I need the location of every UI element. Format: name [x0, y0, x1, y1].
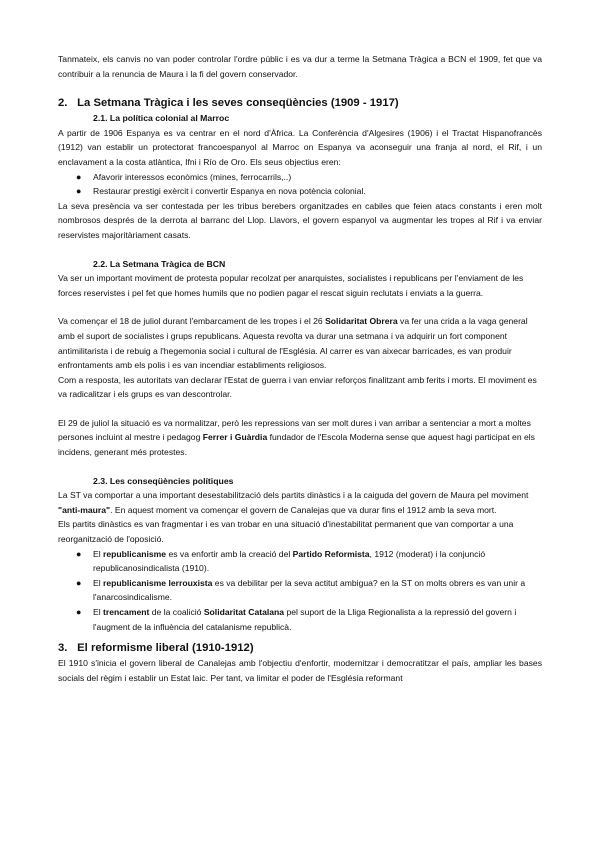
list-item: ● El republicanisme es va enfortir amb la creació del Partido Reformista, 1912 (moderat) i la conjunció republicanosindicalista (1910). [76, 548, 486, 574]
section-2-title: La Setmana Tràgica i les seves conseqüències (1909 - 1917) [77, 97, 399, 110]
section-3-title: El reformisme liberal (1910-1912) [77, 642, 254, 655]
intro-paragraph: Tanmateix, els canvis no van poder controlar l'ordre públic i es va dur a terme la Setmana Tràgica a BCN el 1909, fet que va contribuir a la renuncia de Maura i la fi del govern conservador. [58, 54, 542, 79]
subsection-2-2-heading: 2.2. La Setmana Tràgica de BCN [93, 258, 226, 269]
subsection-2-1-paragraph-2: La seva presència va ser contestada per les tribus berebers organitzades en cabiles que feien atacs constants i eren molt nombrosos després de la derrota al barranc del Llop. Llavors, el govern espanyol va augmentar les tropes al Rif i va enviar reservistes majoritàriament casats. [58, 200, 542, 240]
subsection-2-2-paragraph-2: Va començar el 18 de juliol durant l'embarcament de les tropes i el 26 Solidaritat Obrera va fer una crida a la vaga general amb el suport de socialistes i grups republicans. Aquesta revolta va durar una setmana i va adquirir un fort component antimilitarista i de rebuig a l'hegemonia social i cultural de l'Església. Al carrer es van aixecar barricades, es van produir enfrontaments amb els polis i es van incendiar establiments religiosos. [58, 316, 528, 371]
list-item: ● El trencament de la coalició Solidaritat Catalana pel suport de la Lliga Regionalista a la repressió del govern i l'augment de la influència del catalanisme republicà. [76, 607, 517, 632]
objectives-list [58, 170, 542, 199]
bullet-icon: ● [76, 186, 82, 197]
subsection-2-1-paragraph-1: A partir de 1906 Espanya es va centrar en el nord d'Àfrica. La Conferència d'Algesires (1906) i el Tractat Hispanofrancès (1912) van establir un protectorat francoespanyol al Marroc on Espanya va aconseguir una franja al nord, el Rif, i un enclavament a la costa atlàntica, Ifni i Río de Oro. Els seus objectius eren: [58, 127, 542, 167]
section-2-number: 2. [58, 97, 68, 110]
subsection-2-1-heading: 2.1. La política colonial al Marroc [93, 113, 230, 124]
subsection-2-2-paragraph-1: Va ser un important moviment de protesta popular recolzat per anarquistes, socialistes i republicans per l'enviament de les forces reservistes i pel fet que homes humils que no podien pagar el rescat siguin reclutats i enviats a la guerra. [58, 273, 524, 298]
list-item: ● El republicanisme lerrouxista es va debilitar per la seva actitut ambigua? en la ST on molts obrers es van unir a l'anarcosindicalisme. [76, 577, 526, 603]
consequences-list [58, 547, 542, 635]
section-3-number: 3. [58, 642, 68, 655]
subsection-2-2-paragraph-3: Com a resposta, les autoritats van declarar l'Estat de guerra i van enviar reforços finalitzant amb ferits i morts. El moviment es va radicalitzar i els grups es van descontrolar. [58, 374, 537, 400]
subsection-2-3-paragraph-2: Els partits dinàstics es van fragmentar i es van trobar en una situació d'inestabilitat permanent que van comportar a una reorganització de l'oposició. [58, 519, 514, 545]
bullet-icon: ● [76, 171, 82, 182]
section-3-heading [58, 640, 542, 656]
bullet-icon: ● [76, 607, 82, 617]
section-2-heading [58, 95, 542, 111]
section-3-paragraph-1: El 1910 s'inicia el govern liberal de Canalejas amb l'objectiu d'enfortir, modernitzar i democratitzar el país, ampliar les bases socials del règim i establir un Estat laic. Per tant, va limitar el poder de l'Església reformant [58, 658, 542, 683]
subsection-2-3-paragraph-1: La ST va comportar a una important desestabilització dels partits dinàstics i a la caiguda del govern de Maura pel moviment "anti-maura". En aquest moment va començar el govern de Canalejas que va durar fins el 1912 amb la seva mort. [58, 490, 529, 515]
bullet-icon: ● [76, 577, 82, 588]
list-item: ● Restaurar prestigi exèrcit i convertir Espanya en nova potència colonial. [58, 184, 542, 199]
document-page [58, 52, 542, 685]
subsection-2-2-paragraph-4: El 29 de juliol la situació es va normalitzar, però les repressions van ser molt dures i van arribar a sentenciar a mort a moltes persones incluint al mestre i pedagog Ferrer i Guàrdia fundador de l'Escola Moderna sense que aquest hagi participat en els incidens, generant més protestes. [58, 417, 535, 458]
bullet-icon: ● [76, 548, 82, 559]
list-item: ● Afavorir interessos econòmics (mines, ferrocarrils,..) [58, 170, 542, 185]
subsection-2-3-heading: 2.3. Les conseqüències polítiques [93, 475, 234, 486]
